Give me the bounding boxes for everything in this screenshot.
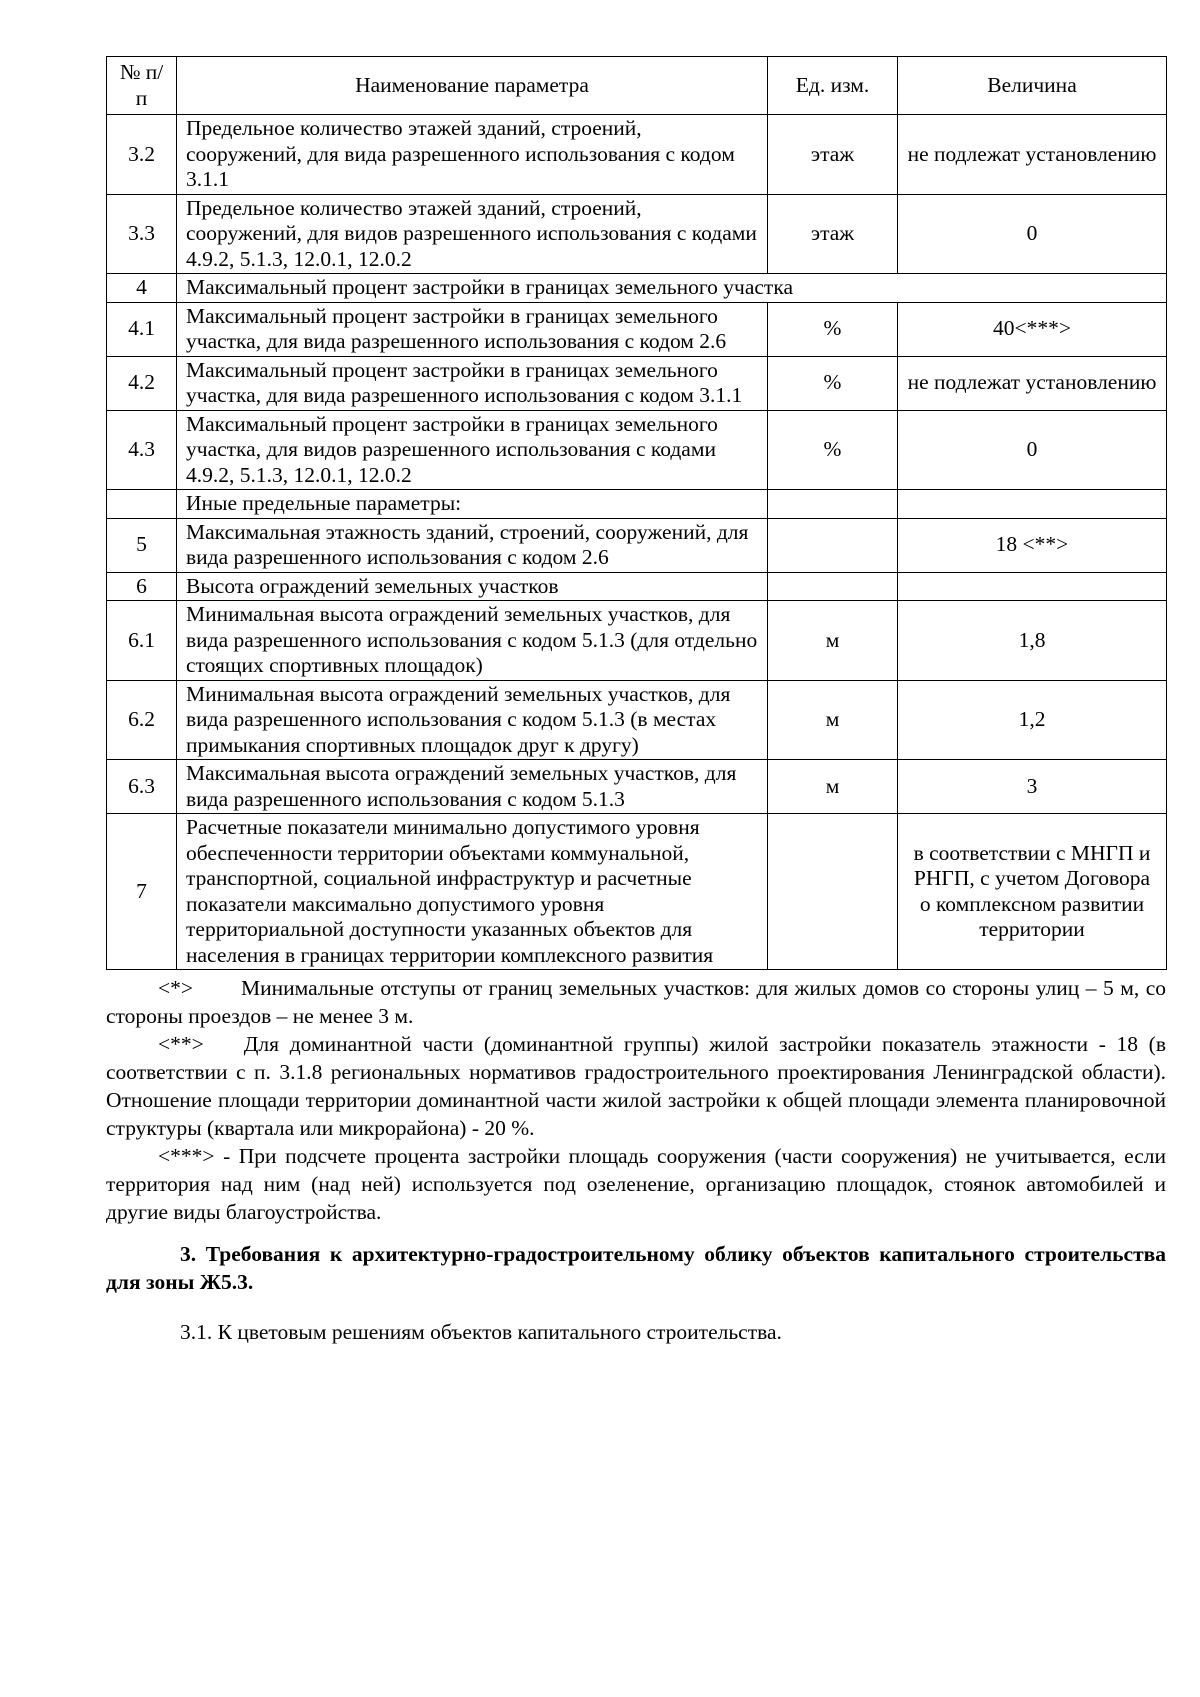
row-num: 4.1 — [107, 302, 177, 356]
document-page — [106, 56, 1166, 1367]
footnote-3 — [106, 1142, 1166, 1226]
subsection-title: 3.1. К цветовым решениям объектов капитального строительства. — [180, 1319, 782, 1344]
table-row — [107, 680, 1167, 760]
table-row — [107, 760, 1167, 814]
footnote-1 — [106, 974, 1166, 1030]
row-unit — [768, 490, 898, 519]
table-row — [107, 115, 1167, 195]
row-value: 1,8 — [898, 601, 1167, 681]
table-row — [107, 356, 1167, 410]
row-value: 18 <**> — [898, 518, 1167, 572]
footnote-3-mark: <***> — [158, 1144, 215, 1168]
row-name: Предельное количество этажей зданий, строений, сооружений, для вида разрешенного использования с кодом 3.1.1 — [177, 115, 768, 195]
row-unit: этаж — [768, 115, 898, 195]
row-value: 0 — [898, 410, 1167, 490]
table-row — [107, 490, 1167, 519]
header-unit: Ед. изм. — [768, 57, 898, 115]
parameters-table — [106, 56, 1167, 970]
table-row — [107, 410, 1167, 490]
table-row — [107, 601, 1167, 681]
row-unit: м — [768, 680, 898, 760]
row-num — [107, 490, 177, 519]
row-unit — [768, 572, 898, 601]
row-value: 3 — [898, 760, 1167, 814]
row-name: Максимальный процент застройки в границах земельного участка, для вида разрешенного использования с кодом 3.1.1 — [177, 356, 768, 410]
row-name: Минимальная высота ограждений земельных участков, для вида разрешенного использования с кодом 5.1.3 (в местах примыкания спортивных площадок друг к другу) — [177, 680, 768, 760]
row-num: 6.3 — [107, 760, 177, 814]
table-row — [107, 302, 1167, 356]
footnote-1-mark: <*> — [158, 976, 194, 1000]
row-num: 4 — [107, 274, 177, 303]
row-name: Минимальная высота ограждений земельных участков, для вида разрешенного использования с кодом 5.1.3 (для отдельно стоящих спортивных площадок) — [177, 601, 768, 681]
row-value: не подлежат установлению — [898, 115, 1167, 195]
row-name: Высота ограждений земельных участков — [177, 572, 768, 601]
row-name: Максимальный процент застройки в границах земельного участка, для вида разрешенного использования с кодом 2.6 — [177, 302, 768, 356]
row-name: Максимальный процент застройки в границах земельного участка — [177, 274, 1167, 303]
row-value: 1,2 — [898, 680, 1167, 760]
row-num: 4.2 — [107, 356, 177, 410]
row-value: в соответствии с МНГП и РНГП, с учетом Договора о комплексном развитии территории — [898, 814, 1167, 970]
table-row — [107, 518, 1167, 572]
row-name: Предельное количество этажей зданий, строений, сооружений, для видов разрешенного использования с кодами 4.9.2, 5.1.3, 12.0.1, 12.0.2 — [177, 194, 768, 274]
footnote-2-text: Для доминантной части (доминантной группы) жилой застройки показатель этажности - 18 (в соответствии с п. 3.1.8 региональных нормативов градостроительного проектирования Ленинградской области). Отношение площади территории доминантной части жилой застройки к общей площади элемента планировочной структуры (квартала или микрорайона) - 20 %. — [106, 1032, 1166, 1140]
row-num: 7 — [107, 814, 177, 970]
row-num: 6.2 — [107, 680, 177, 760]
table-row — [107, 572, 1167, 601]
row-name: Максимальная высота ограждений земельных участков, для вида разрешенного использования с кодом 5.1.3 — [177, 760, 768, 814]
row-num: 3.3 — [107, 194, 177, 274]
footnote-3-text: - При подсчете процента застройки площадь сооружения (части сооружения) не учитывается, если территория над ним (над ней) используется под озеленение, организацию площадок, стоянок автомобилей и другие виды благоустройства. — [106, 1144, 1167, 1224]
row-num: 5 — [107, 518, 177, 572]
row-unit — [768, 814, 898, 970]
table-row — [107, 274, 1167, 303]
table-row — [107, 814, 1167, 970]
row-num: 3.2 — [107, 115, 177, 195]
row-unit: этаж — [768, 194, 898, 274]
row-num: 4.3 — [107, 410, 177, 490]
row-name-other-params: Иные предельные параметры: — [177, 490, 768, 519]
header-value: Величина — [898, 57, 1167, 115]
row-unit: % — [768, 410, 898, 490]
footnote-1-text: Минимальные отступы от границ земельных участков: для жилых домов со стороны улиц – 5 м, со стороны проездов – не менее 3 м. — [106, 976, 1166, 1028]
row-unit — [768, 518, 898, 572]
row-value: 0 — [898, 194, 1167, 274]
row-num: 6 — [107, 572, 177, 601]
footnote-2-mark: <**> — [158, 1032, 204, 1056]
row-unit: % — [768, 356, 898, 410]
row-num: 6.1 — [107, 601, 177, 681]
row-unit: м — [768, 760, 898, 814]
row-value — [898, 490, 1167, 519]
footnotes — [106, 974, 1166, 1226]
table-header-row — [107, 57, 1167, 115]
footnote-2 — [106, 1030, 1166, 1142]
row-name: Максимальная этажность зданий, строений, сооружений, для вида разрешенного использования с кодом 2.6 — [177, 518, 768, 572]
table-row — [107, 194, 1167, 274]
row-name: Расчетные показатели минимально допустимого уровня обеспеченности территории объектами коммунальной, транспортной, социальной инфраструктур и расчетные показатели максимально допустимого уровня территориальной доступности указанных объектов для населения в границах территории комплексного развития — [177, 814, 768, 970]
section-title: 3. Требования к архитектурно-градостроительному облику объектов капитального строительства для зоны Ж5.3. — [106, 1242, 1166, 1294]
row-value: не подлежат установлению — [898, 356, 1167, 410]
row-name: Максимальный процент застройки в границах земельного участка, для видов разрешенного использования с кодами 4.9.2, 5.1.3, 12.0.1, 12.0.2 — [177, 410, 768, 490]
header-name: Наименование параметра — [177, 57, 768, 115]
row-value — [898, 572, 1167, 601]
row-unit: % — [768, 302, 898, 356]
row-value: 40<***> — [898, 302, 1167, 356]
header-num: № п/п — [107, 57, 177, 115]
row-unit: м — [768, 601, 898, 681]
